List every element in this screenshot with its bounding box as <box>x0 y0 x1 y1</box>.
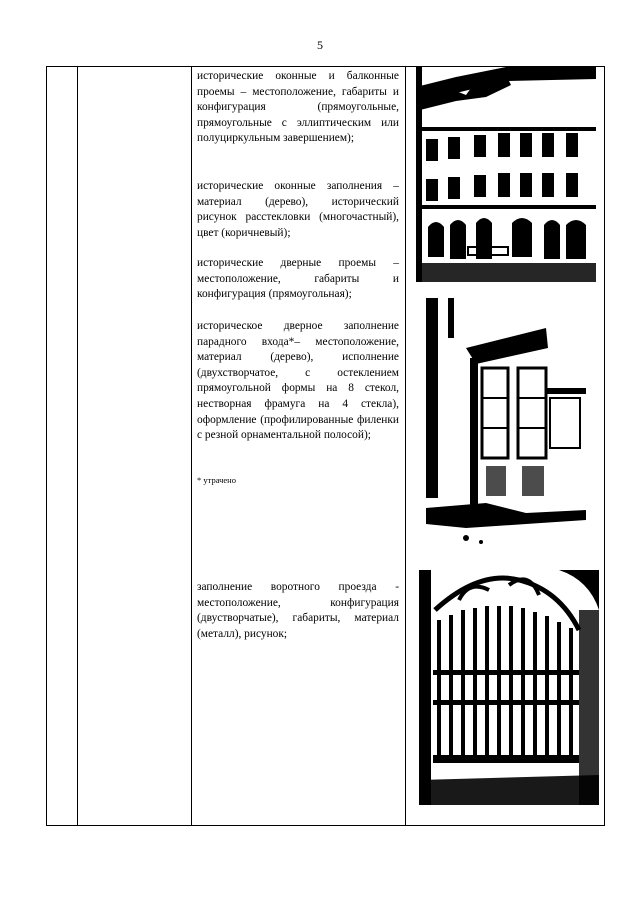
gate-photo <box>419 570 599 805</box>
column-divider <box>405 67 406 825</box>
item-door-openings: исторические дверные проемы – местоположение, габариты и конфигурация (прямоугольная); <box>197 257 399 301</box>
item-main-entrance-door: историческое дверное заполнение парадного входа*– местоположение, материал (дерево), исполнение (двухстворчатое, с остеклением прямоугольной формы на 8 стекол, нестворная фрамуга на 4 стекла), оформление (профилированные филенки с резной орнаментальной полосой); <box>197 320 399 442</box>
page-number: 5 <box>317 38 323 52</box>
entrance-door-photo <box>426 298 586 550</box>
item-gate-filling: заполнение воротного проезда - местоположение, конфигурация (двустворчатые), габариты, материал (металл), рисунок; <box>197 581 399 640</box>
column-divider <box>191 67 192 825</box>
footnote: * утрачено <box>197 475 236 485</box>
item-window-openings: исторические оконные и балконные проемы – местоположение, габариты и конфигурация (прямоугольные, прямоугольные с эллиптическим или полуциркульным завершением); <box>197 70 399 145</box>
facade-photo <box>416 67 596 282</box>
column-divider <box>77 67 78 825</box>
item-window-fillings: исторические оконные заполнения – материал (дерево), исторический рисунок расстекловки (многочастный), цвет (коричневый); <box>197 180 399 239</box>
